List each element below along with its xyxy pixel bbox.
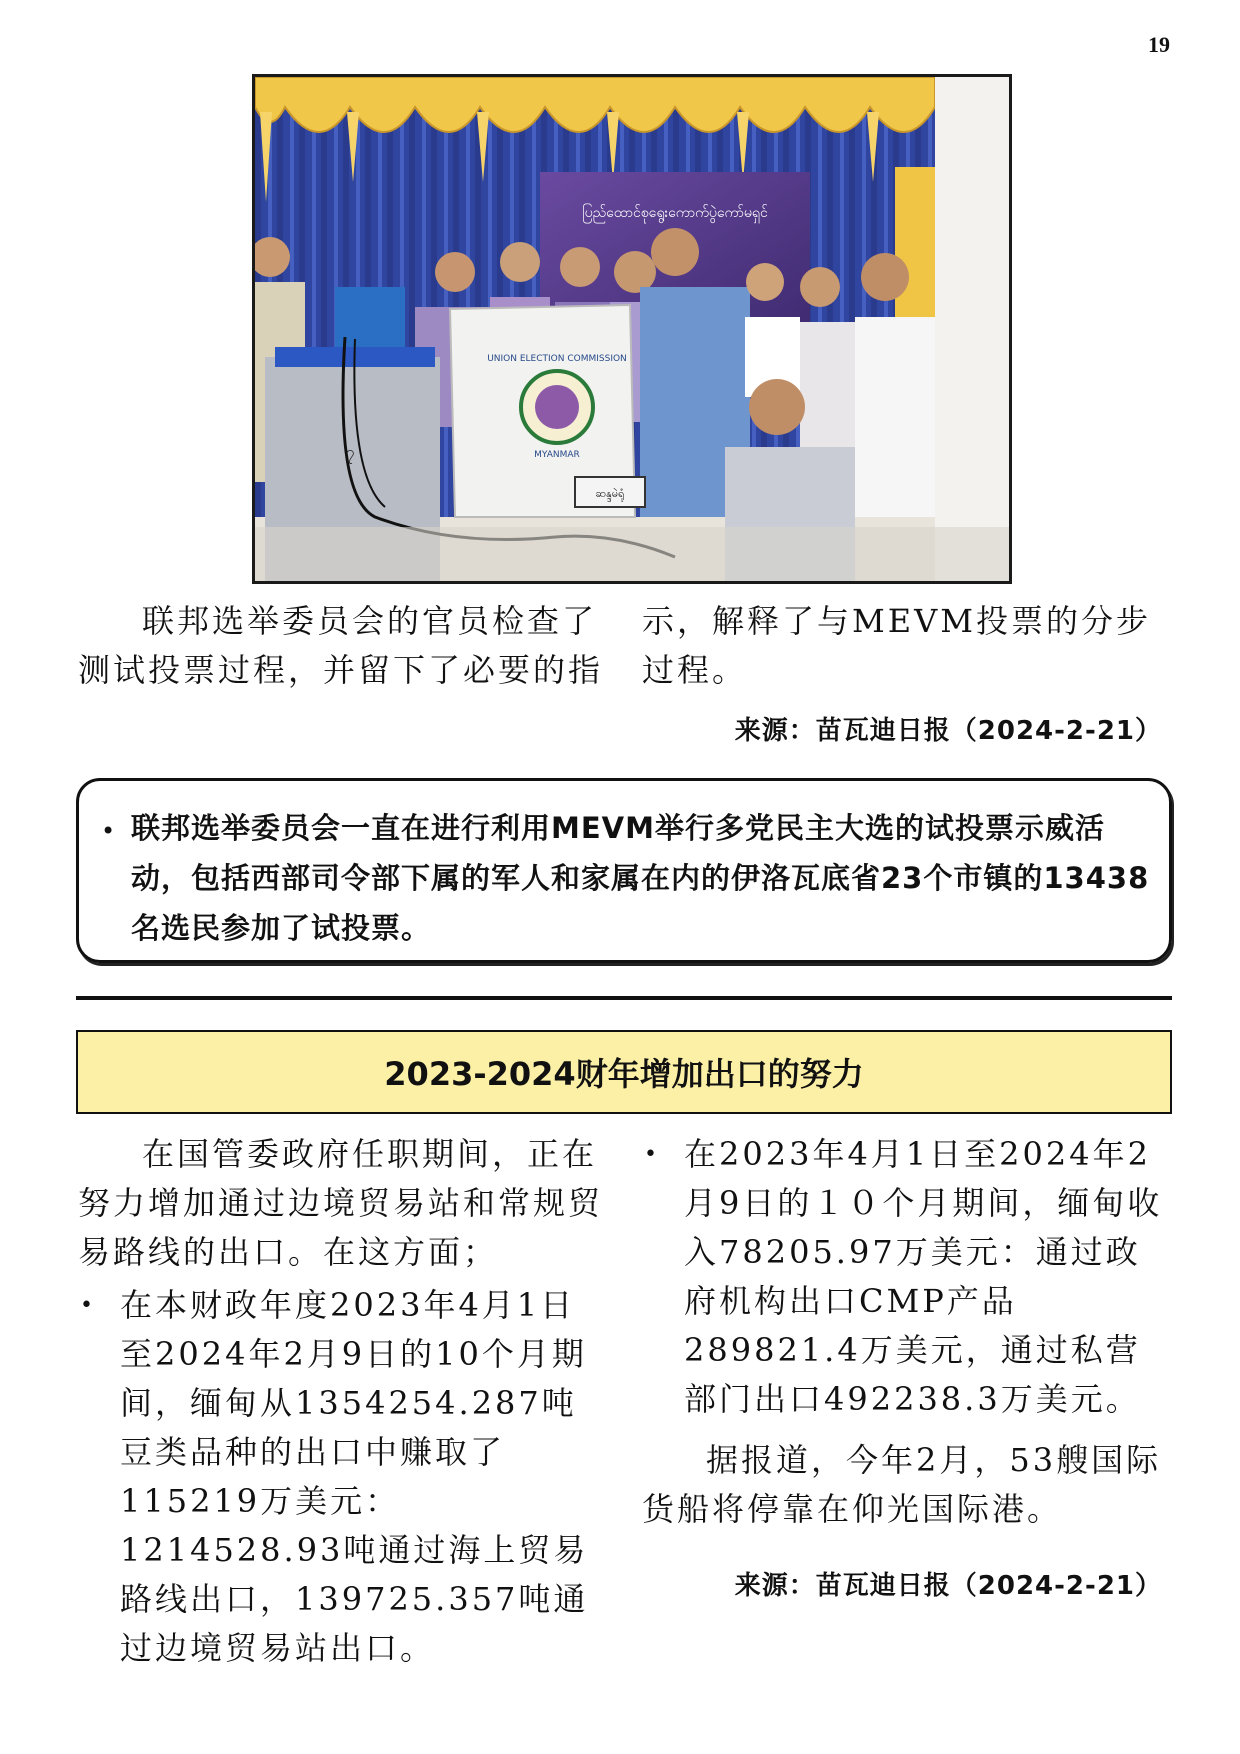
section-divider — [76, 996, 1172, 1000]
list-item — [78, 1281, 608, 1673]
caption-right-text: 示，解释了与MEVM投票的分步过程。 — [642, 602, 1152, 689]
box-label: ၇ — [345, 442, 355, 461]
logo-top-text: UNION ELECTION COMMISSION — [487, 354, 627, 364]
bullet-text-2: 在2023年4月1日至2024年2月9日的１０个月期间，缅甸收入78205.97万美元：通过政府机构出口CMP产品289821.4万美元，通过私营部门出口492238.3万美元。 — [684, 1135, 1163, 1418]
banner-text: ပြည်ထောင်စုရွေးကောက်ပွဲကော်မရှင် — [582, 205, 768, 221]
closing-paragraph: 据报道，今年2月，53艘国际货船将停靠在仰光国际港。 — [642, 1441, 1162, 1528]
source-citation: 来源：苗瓦迪日报（2024-2-21） — [734, 1571, 1162, 1601]
desk-sign: ဆန္ဒမဲရုံ — [595, 487, 625, 500]
bullet-icon: • — [101, 817, 116, 845]
section-title: 2023-2024财年增加出口的努力 — [76, 1030, 1172, 1114]
logo-bottom-text: MYANMAR — [534, 450, 580, 460]
list-item — [642, 1130, 1174, 1424]
body-column-right — [642, 1130, 1174, 1534]
highlight-box — [76, 778, 1172, 963]
bullet-icon: • — [80, 1293, 93, 1318]
bullet-text-1: 在本财政年度2023年4月1日至2024年2月9日的10个月期间，缅甸从1354254.287吨豆类品种的出口中赚取了115219万美元：1214528.93吨通过海上贸易路线出口，139725.357吨通过边境贸易站出口。 — [120, 1286, 589, 1667]
page-number: 19 — [1148, 32, 1170, 57]
highlight-text: 联邦选举委员会一直在进行利用MEVM举行多党民主大选的试投票示威活动，包括西部司令部下属的军人和家属在内的伊洛瓦底省23个市镇的13438名选民参加了试投票。 — [131, 811, 1150, 945]
caption-left-text: 联邦选举委员会的官员检查了测试投票过程，并留下了必要的指 — [78, 602, 604, 689]
source-citation: 来源：苗瓦迪日报（2024-2-21） — [734, 716, 1162, 746]
election-photo — [252, 74, 1012, 584]
body-column-left — [78, 1130, 608, 1673]
photo-caption-right — [642, 597, 1172, 695]
intro-paragraph: 在国管委政府任职期间，正在努力增加通过边境贸易站和常规贸易路线的出口。在这方面； — [78, 1135, 604, 1271]
photo-caption-left — [78, 597, 608, 695]
bullet-icon: • — [644, 1142, 657, 1167]
